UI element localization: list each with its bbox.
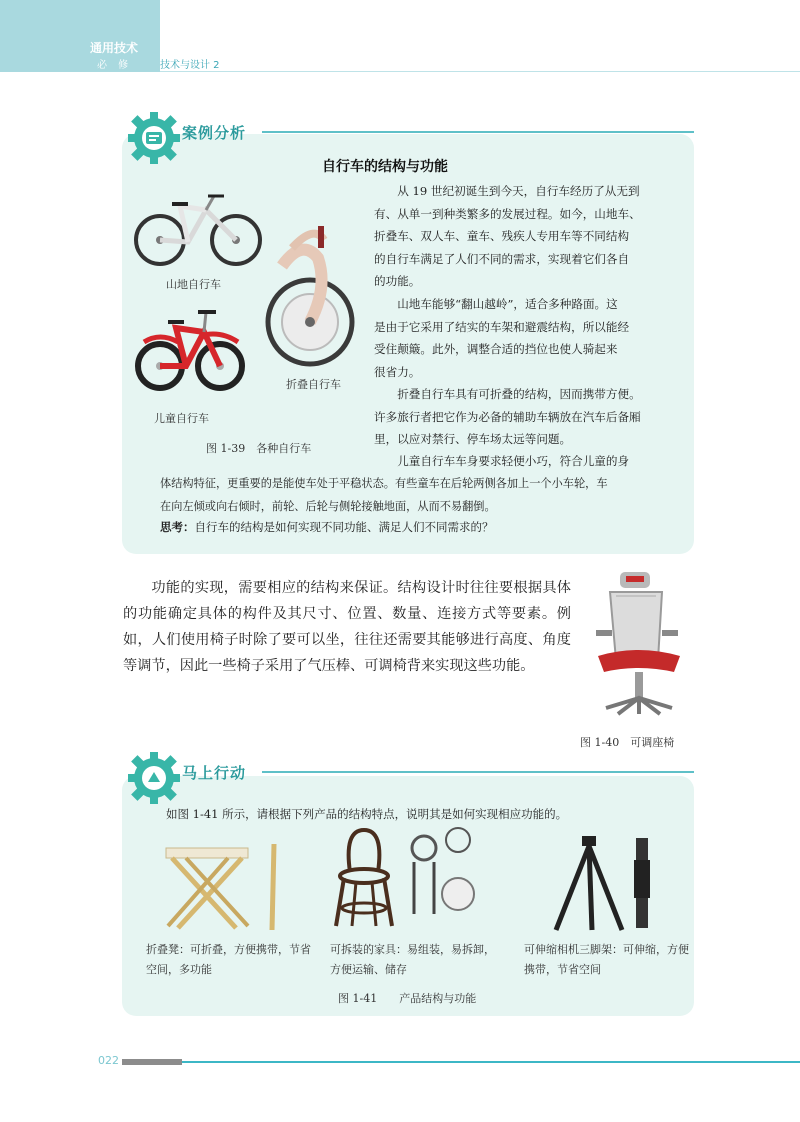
case-paragraph-1 <box>374 180 680 293</box>
header-rule <box>160 71 800 72</box>
case-badge-label: 案例分析 <box>182 124 247 142</box>
gear-icon <box>124 748 184 808</box>
action-badge-label: 马上行动 <box>182 764 247 782</box>
adjustable-chair-image <box>588 568 692 720</box>
book-subtitle-right: 技术与设计 2 <box>160 60 220 71</box>
folding-bike-image <box>262 218 360 374</box>
kids-bike-caption: 儿童自行车 <box>154 412 209 425</box>
case-p4-line-1: 儿童自行车车身要求轻便小巧，符合儿童的身 <box>397 454 630 468</box>
think-label: 思考： <box>160 520 195 534</box>
page-number: 022 <box>98 1054 119 1067</box>
case-p3-line-3: 里，以应对禁行、停车场太远等问题。 <box>374 432 572 447</box>
case-p3-line-1: 折叠自行车具有可折叠的结构，因而携带方便。 <box>397 387 641 401</box>
book-subtitle-left: 必 修 <box>97 60 133 71</box>
think-text: 自行车的结构是如何实现不同功能、满足人们不同需求的？ <box>194 520 494 534</box>
footer-rule <box>182 1061 800 1063</box>
case-badge-rule <box>262 131 694 133</box>
case-paragraph-4-rest <box>160 473 684 518</box>
action-badge-rule <box>262 771 694 773</box>
figure-1-41-caption: 图 1-41 产品结构与功能 <box>338 992 477 1005</box>
action-intro: 如图 1-41 所示，请根据下列产品的结构特点，说明其是如何实现相应功能的。 <box>166 807 568 821</box>
case-p2-line-1: 山地车能够“翻山越岭”，适合多种路面。这 <box>397 297 618 311</box>
header-color-block <box>0 0 160 72</box>
folding-bike-caption: 折叠自行车 <box>286 378 341 391</box>
think-question <box>160 519 494 535</box>
bentwood-chair-image <box>330 822 478 932</box>
case-paragraph-2 <box>374 293 680 383</box>
stool-caption: 折叠凳：可折叠，方便携带，节省空间，多功能 <box>146 943 311 976</box>
case-title: 自行车的结构与功能 <box>322 159 448 175</box>
book-title: 通用技术 <box>90 41 139 55</box>
case-p1-line-2: 有、从单一到种类繁多的发展过程。如今，山地车、 <box>374 206 641 221</box>
tripod-image <box>540 830 670 934</box>
kids-bike-image <box>134 302 246 402</box>
tripod-caption: 可伸缩相机三脚架：可伸缩，方便携带，节省空间 <box>524 943 689 976</box>
main-paragraph: 功能的实现，需要相应的结构来保证。结构设计时往往要根据具体的功能确定具体的构件及其尺寸、位置、数量、连接方式等要素。例如，人们使用椅子时除了要可以坐，往往还需要其能够进行高度、角度等调节，因此一些椅子采用了气压棒、可调椅背来实现这些功能。 <box>123 580 571 674</box>
case-paragraph-3 <box>374 383 684 451</box>
folding-stool-image <box>156 840 288 932</box>
mountain-bike-image <box>132 190 264 270</box>
case-p1-line-1: 从 19 世纪初诞生到今天，自行车经历了从无到 <box>397 184 640 198</box>
case-p1-line-5: 的功能。 <box>374 274 421 289</box>
case-p1-line-4: 的自行车满足了人们不同的需求，实现着它们各自 <box>374 251 630 266</box>
case-paragraph-4-start <box>374 450 684 473</box>
case-p2-line-3: 受住颠簸。此外，调整合适的挡位也使人骑起来 <box>374 342 618 357</box>
figure-1-40-caption: 图 1-40 可调座椅 <box>580 736 675 749</box>
case-p4-line-2: 体结构特征，更重要的是能使车处于平稳状态。有些童车在后轮两侧各加上一个小车轮，车 <box>160 477 608 490</box>
case-p2-line-4: 很省力。 <box>374 364 421 379</box>
chair-caption: 可拆装的家具：易组装，易拆卸，方便运输、储存 <box>330 943 495 976</box>
figure-1-39-caption: 图 1-39 各种自行车 <box>206 442 312 455</box>
case-p3-line-2: 许多旅行者把它作为必备的辅助车辆放在汽车后备厢 <box>374 409 641 424</box>
mountain-bike-caption: 山地自行车 <box>166 278 221 291</box>
case-p1-line-3: 折叠车、双人车、童车、残疾人专用车等不同结构 <box>374 229 630 244</box>
case-p4-line-3: 在向左倾或向右倾时，前轮、后轮与侧轮接触地面，从而不易翻倒。 <box>160 499 496 513</box>
gear-icon <box>124 108 184 168</box>
case-p2-line-2: 是由于它采用了结实的车架和避震结构，所以能经 <box>374 319 630 334</box>
footer-bar <box>122 1059 182 1065</box>
